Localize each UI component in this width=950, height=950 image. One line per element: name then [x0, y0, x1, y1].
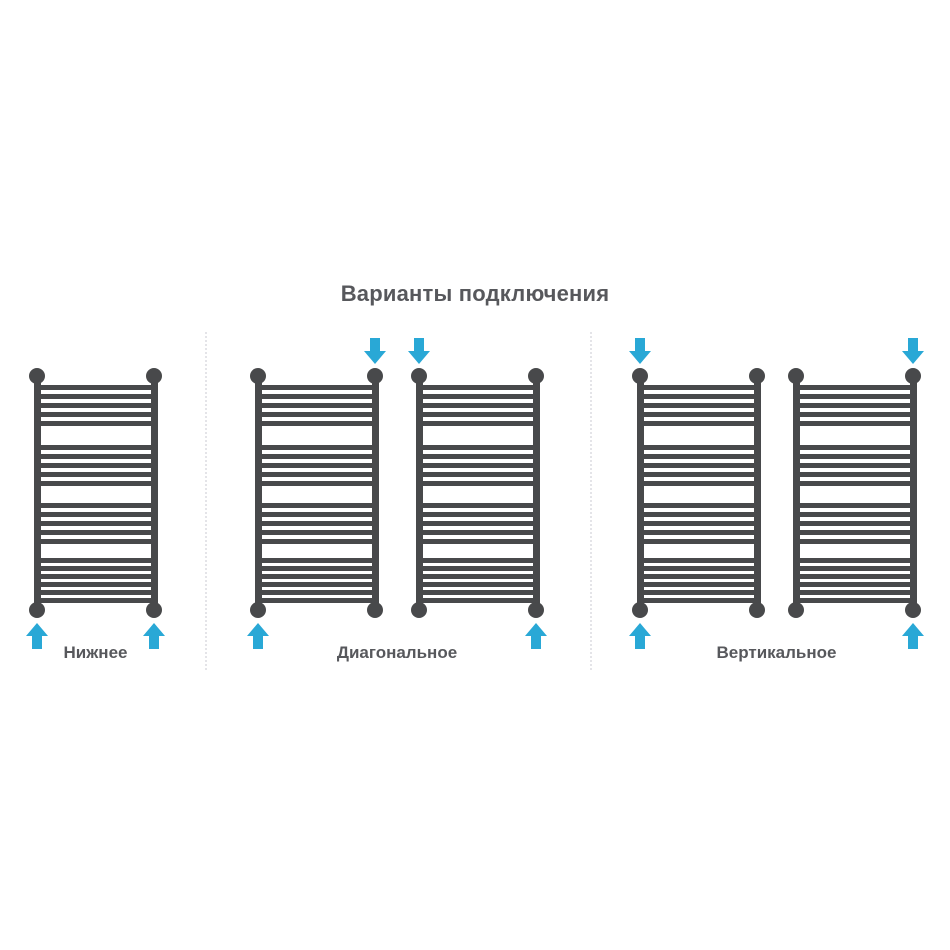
rung [37, 481, 154, 486]
rung [419, 582, 536, 587]
rung [258, 503, 375, 508]
rung [419, 574, 536, 579]
rung [640, 481, 757, 486]
pipe-cap [250, 368, 266, 384]
rung [37, 521, 154, 526]
flow-arrow-up-icon [26, 623, 48, 649]
pipe-cap [632, 602, 648, 618]
rung [640, 503, 757, 508]
rung [258, 566, 375, 571]
rung [640, 385, 757, 390]
rung [258, 454, 375, 459]
flow-arrow-down-icon [902, 338, 924, 364]
rung [258, 521, 375, 526]
pipe-cap [528, 368, 544, 384]
variant-label: Вертикальное [716, 643, 837, 662]
towel-radiator-diagram [632, 368, 765, 618]
pipe-cap [146, 602, 162, 618]
rung [640, 566, 757, 571]
towel-radiator-diagram [29, 368, 162, 618]
rung [37, 463, 154, 468]
rung [640, 598, 757, 603]
pipe-cap [29, 602, 45, 618]
rung [419, 521, 536, 526]
rung [419, 454, 536, 459]
rung [258, 472, 375, 477]
flow-arrow-up-icon [525, 623, 547, 649]
rung [796, 403, 913, 408]
rung [796, 463, 913, 468]
rung [796, 590, 913, 595]
pipe-cap [411, 368, 427, 384]
rung [419, 512, 536, 517]
rung [258, 590, 375, 595]
rung [419, 598, 536, 603]
rung [796, 566, 913, 571]
rung [37, 566, 154, 571]
rung [640, 445, 757, 450]
rung [37, 454, 154, 459]
rung [796, 582, 913, 587]
rung [258, 598, 375, 603]
pipe-cap [632, 368, 648, 384]
rung [419, 503, 536, 508]
rung [37, 445, 154, 450]
rung [640, 412, 757, 417]
rung [258, 481, 375, 486]
rung [37, 598, 154, 603]
pipe-cap [367, 602, 383, 618]
rung [640, 582, 757, 587]
rung [640, 530, 757, 535]
rung [37, 394, 154, 399]
rung [796, 412, 913, 417]
rung [419, 530, 536, 535]
rung [796, 598, 913, 603]
rung [258, 412, 375, 417]
rung [796, 421, 913, 426]
rung [258, 445, 375, 450]
rung [796, 539, 913, 544]
rung [37, 512, 154, 517]
rung [796, 558, 913, 563]
towel-radiator-diagram [411, 368, 544, 618]
page-title: Варианты подключения [340, 281, 610, 306]
flow-arrow-up-icon [247, 623, 269, 649]
rung [419, 558, 536, 563]
pipe-cap [411, 602, 427, 618]
pipe-cap [749, 368, 765, 384]
rung [796, 503, 913, 508]
pipe-cap [749, 602, 765, 618]
group-divider [205, 332, 207, 670]
rung [37, 574, 154, 579]
flow-arrow-up-icon [143, 623, 165, 649]
rung [796, 445, 913, 450]
pipe-cap [905, 368, 921, 384]
rung [419, 445, 536, 450]
rung [796, 521, 913, 526]
rung [37, 558, 154, 563]
rung [258, 421, 375, 426]
rung [419, 385, 536, 390]
rung [37, 503, 154, 508]
rung [640, 590, 757, 595]
rung [258, 558, 375, 563]
flow-arrow-down-icon [364, 338, 386, 364]
rung [419, 403, 536, 408]
rung [258, 512, 375, 517]
rung [640, 521, 757, 526]
rung [419, 539, 536, 544]
towel-radiator-diagram [788, 368, 921, 618]
variant-label: Нижнее [63, 643, 128, 662]
pipe-cap [367, 368, 383, 384]
rung [640, 421, 757, 426]
rung [419, 421, 536, 426]
rung [419, 412, 536, 417]
group-divider [590, 332, 592, 670]
pipe-cap [788, 602, 804, 618]
rung [796, 472, 913, 477]
pipe-cap [29, 368, 45, 384]
rung [640, 454, 757, 459]
rung [640, 539, 757, 544]
rung [419, 590, 536, 595]
pipe-cap [146, 368, 162, 384]
rung [419, 566, 536, 571]
rung [258, 539, 375, 544]
rung [419, 463, 536, 468]
rung [419, 472, 536, 477]
rung [419, 394, 536, 399]
variant-label: Диагональное [336, 643, 458, 662]
rung [37, 530, 154, 535]
pipe-cap [528, 602, 544, 618]
rung [37, 582, 154, 587]
rung [796, 481, 913, 486]
rung [258, 385, 375, 390]
rung [37, 421, 154, 426]
rung [796, 530, 913, 535]
rung [37, 472, 154, 477]
flow-arrow-up-icon [902, 623, 924, 649]
rung [419, 481, 536, 486]
rung [37, 403, 154, 408]
rung [640, 512, 757, 517]
rung [796, 574, 913, 579]
rung [640, 403, 757, 408]
flow-arrow-down-icon [408, 338, 430, 364]
rung [640, 463, 757, 468]
towel-radiator-diagram [250, 368, 383, 618]
rung [258, 574, 375, 579]
rung [37, 412, 154, 417]
flow-arrow-up-icon [629, 623, 651, 649]
rung [640, 472, 757, 477]
rung [258, 530, 375, 535]
pipe-cap [250, 602, 266, 618]
pipe-cap [905, 602, 921, 618]
rung [258, 403, 375, 408]
rung [258, 394, 375, 399]
pipe-cap [788, 368, 804, 384]
rung [37, 590, 154, 595]
rung [37, 539, 154, 544]
rung [258, 582, 375, 587]
rung [796, 385, 913, 390]
rung [796, 454, 913, 459]
rung [640, 394, 757, 399]
rung [796, 394, 913, 399]
rung [640, 558, 757, 563]
rung [640, 574, 757, 579]
rung [796, 512, 913, 517]
rung [258, 463, 375, 468]
rung [37, 385, 154, 390]
flow-arrow-down-icon [629, 338, 651, 364]
